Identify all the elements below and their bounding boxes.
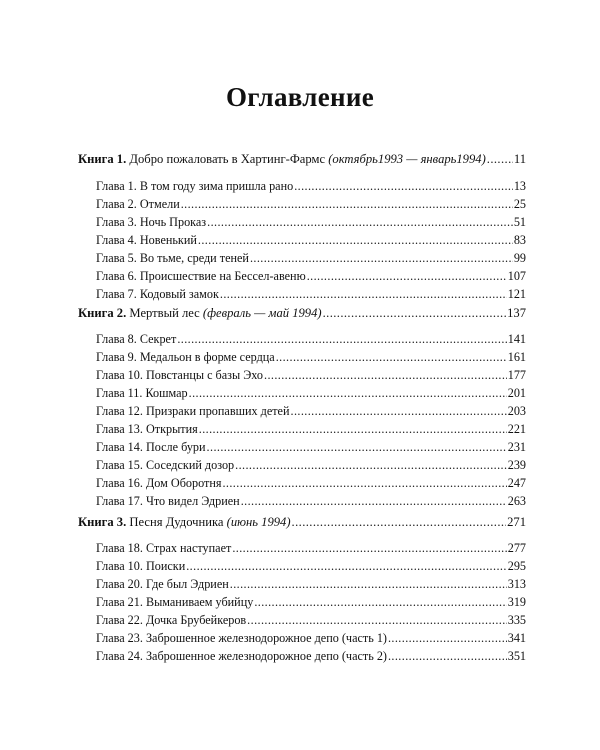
dot-leader (291, 402, 507, 420)
chapter-label: Глава 12. (96, 404, 143, 418)
chapter-label: Глава 13. (96, 422, 143, 436)
chapter-title: Дом Оборотня (145, 476, 222, 490)
chapter-title: Заброшенное железнодорожное депо (часть 1) (145, 631, 387, 645)
page-number: 341 (507, 631, 526, 645)
page-number: 13 (513, 179, 526, 193)
page-number: 335 (507, 613, 526, 627)
chapter-title: Кошмар (145, 386, 188, 400)
dot-leader (294, 177, 513, 195)
chapter-label: Глава 3. (96, 215, 137, 229)
dot-leader (230, 575, 507, 593)
page-number: 277 (507, 541, 526, 555)
chapter-label: Глава 10. (96, 559, 143, 573)
chapter-entry-text (96, 231, 197, 249)
page-number: 295 (507, 559, 526, 573)
chapter-entry-text (96, 539, 231, 557)
page-number: 351 (507, 649, 526, 663)
chapter-entry-text (96, 611, 246, 629)
page-number: 203 (507, 404, 526, 418)
page-number: 11 (513, 152, 526, 166)
chapter-title: Открытия (145, 422, 198, 436)
chapter-label: Глава 9. (96, 350, 137, 364)
toc-chapter-entry[interactable] (96, 285, 526, 303)
toc-chapter-entry[interactable] (96, 195, 526, 213)
toc-chapter-entry[interactable] (96, 249, 526, 267)
chapter-title: Дочка Брубейкеров (145, 613, 247, 627)
dot-leader (177, 330, 506, 348)
chapter-entry-text (96, 438, 206, 456)
book-period: (февраль — май 1994) (202, 306, 322, 320)
chapter-title: Где был Эдриен (145, 577, 229, 591)
chapter-label: Глава 14. (96, 440, 143, 454)
chapter-title: Повстанцы с базы Эхо (145, 368, 263, 382)
toc-chapter-entry[interactable] (96, 402, 526, 420)
toc-chapter-entry[interactable] (96, 539, 526, 557)
toc-chapter-entry[interactable] (96, 267, 526, 285)
toc-chapter-entry[interactable] (96, 330, 526, 348)
chapter-title: Заброшенное железнодорожное депо (часть 2) (145, 649, 387, 663)
chapter-title: Происшествие на Бессел-авеню (139, 269, 306, 283)
toc-chapter-entry[interactable] (96, 611, 526, 629)
dot-leader (189, 384, 507, 402)
toc-chapter-entry[interactable] (96, 366, 526, 384)
page-number: 177 (507, 368, 526, 382)
toc-chapter-entry[interactable] (96, 177, 526, 195)
toc-book-entry[interactable] (78, 513, 526, 531)
chapter-title: В том году зима пришла рано (139, 179, 294, 193)
chapter-entry-text (96, 492, 240, 510)
book-label: Книга 3. (78, 515, 127, 529)
toc-chapter-entry[interactable] (96, 348, 526, 366)
toc-chapter-entry[interactable] (96, 456, 526, 474)
chapter-label: Глава 11. (96, 386, 143, 400)
book-period: (октябрь1993 — январь1994) (328, 152, 486, 166)
book-entry-text (78, 150, 486, 168)
page-number: 319 (507, 595, 526, 609)
dot-leader (199, 420, 507, 438)
chapter-entry-text (96, 267, 306, 285)
chapter-title: Поиски (145, 559, 186, 573)
dot-leader (207, 438, 507, 456)
chapter-title: Медальон в форме сердца (139, 350, 275, 364)
page-number: 121 (507, 287, 526, 301)
chapter-label: Глава 7. (96, 287, 137, 301)
toc-book-entry[interactable] (78, 304, 526, 322)
page-number: 263 (507, 494, 526, 508)
chapter-entry-text (96, 177, 293, 195)
dot-leader (388, 629, 507, 647)
dot-leader (232, 539, 506, 557)
chapter-title: Секрет (139, 332, 177, 346)
toc-chapter-entry[interactable] (96, 629, 526, 647)
chapter-title: Во тьме, среди теней (139, 251, 249, 265)
dot-leader (292, 513, 507, 531)
page-number: 137 (507, 306, 526, 320)
dot-leader (241, 492, 507, 510)
toc-chapter-entry[interactable] (96, 438, 526, 456)
chapter-title: После бури (145, 440, 206, 454)
chapter-title: Что видел Эдриен (145, 494, 240, 508)
toc-chapter-entry[interactable] (96, 384, 526, 402)
toc-chapter-entry[interactable] (96, 575, 526, 593)
toc-chapter-entry[interactable] (96, 593, 526, 611)
page-number: 221 (507, 422, 526, 436)
book-label: Книга 2. (78, 306, 127, 320)
chapter-label: Глава 24. (96, 649, 143, 663)
page-number: 141 (507, 332, 526, 346)
chapter-label: Глава 17. (96, 494, 143, 508)
page-number: 247 (507, 476, 526, 490)
toc-chapter-entry[interactable] (96, 557, 526, 575)
chapter-label: Глава 6. (96, 269, 137, 283)
toc-chapter-entry[interactable] (96, 231, 526, 249)
chapter-entry-text (96, 285, 219, 303)
page-number: 161 (507, 350, 526, 364)
dot-leader (220, 285, 507, 303)
toc-chapter-entry[interactable] (96, 420, 526, 438)
chapter-title: Соседский дозор (145, 458, 235, 472)
page-number: 107 (507, 269, 526, 283)
chapter-label: Глава 8. (96, 332, 137, 346)
page-number: 239 (507, 458, 526, 472)
chapter-label: Глава 5. (96, 251, 137, 265)
chapter-label: Глава 2. (96, 197, 137, 211)
chapter-entry-text (96, 647, 387, 665)
dot-leader (276, 348, 507, 366)
toc-chapter-entry[interactable] (96, 647, 526, 665)
chapter-entry-text (96, 330, 176, 348)
chapter-title: Новенький (139, 233, 197, 247)
book-entry-text (78, 513, 291, 531)
dot-leader (181, 195, 513, 213)
chapter-title: Страх наступает (145, 541, 232, 555)
chapter-entry-text (96, 384, 188, 402)
chapter-title: Ночь Проказ (139, 215, 207, 229)
chapter-label: Глава 1. (96, 179, 137, 193)
chapter-label: Глава 23. (96, 631, 143, 645)
toc-chapter-entry[interactable] (96, 213, 526, 231)
chapter-title: Отмели (139, 197, 180, 211)
chapter-entry-text (96, 575, 229, 593)
page-number: 271 (507, 515, 526, 529)
chapter-entry-text (96, 629, 387, 647)
page-number: 83 (513, 233, 526, 247)
page-number: 51 (513, 215, 526, 229)
dot-leader (198, 231, 513, 249)
toc-book-entry[interactable] (78, 150, 526, 168)
page-number: 99 (513, 251, 526, 265)
page-title: Оглавление (226, 82, 374, 112)
toc-chapter-entry[interactable] (96, 492, 526, 510)
dot-leader (388, 647, 507, 665)
book-entry-text (78, 304, 322, 322)
chapter-label: Глава 22. (96, 613, 143, 627)
dot-leader (487, 150, 513, 168)
book-title: Песня Дудочника (129, 515, 224, 529)
chapter-label: Глава 15. (96, 458, 143, 472)
chapter-entry-text (96, 348, 275, 366)
page-number: 313 (507, 577, 526, 591)
chapter-label: Глава 16. (96, 476, 143, 490)
chapter-entry-text (96, 593, 253, 611)
page-number: 25 (513, 197, 526, 211)
chapter-entry-text (96, 474, 221, 492)
chapter-entry-text (96, 195, 180, 213)
chapter-entry-text (96, 213, 206, 231)
dot-leader (186, 557, 506, 575)
chapter-entry-text (96, 402, 290, 420)
page-number: 201 (507, 386, 526, 400)
book-title: Добро пожаловать в Хартинг-Фармс (129, 152, 326, 166)
toc-chapter-entry[interactable] (96, 474, 526, 492)
chapter-entry-text (96, 366, 263, 384)
dot-leader (323, 304, 507, 322)
book-label: Книга 1. (78, 152, 127, 166)
dot-leader (247, 611, 507, 629)
chapter-label: Глава 10. (96, 368, 143, 382)
dot-leader (235, 456, 507, 474)
dot-leader (250, 249, 513, 267)
chapter-title: Кодовый замок (139, 287, 219, 301)
chapter-title: Призраки пропавших детей (145, 404, 290, 418)
chapter-label: Глава 18. (96, 541, 143, 555)
book-title: Мертвый лес (129, 306, 200, 320)
dot-leader (307, 267, 507, 285)
page-number: 231 (507, 440, 526, 454)
chapter-entry-text (96, 456, 234, 474)
dot-leader (264, 366, 507, 384)
book-period: (июнь 1994) (226, 515, 291, 529)
chapter-entry-text (96, 420, 198, 438)
dot-leader (207, 213, 513, 231)
chapter-label: Глава 21. (96, 595, 143, 609)
chapter-label: Глава 4. (96, 233, 137, 247)
dot-leader (222, 474, 506, 492)
chapter-label: Глава 20. (96, 577, 143, 591)
chapter-title: Выманиваем убийцу (145, 595, 254, 609)
chapter-entry-text (96, 249, 249, 267)
chapter-entry-text (96, 557, 185, 575)
dot-leader (254, 593, 506, 611)
